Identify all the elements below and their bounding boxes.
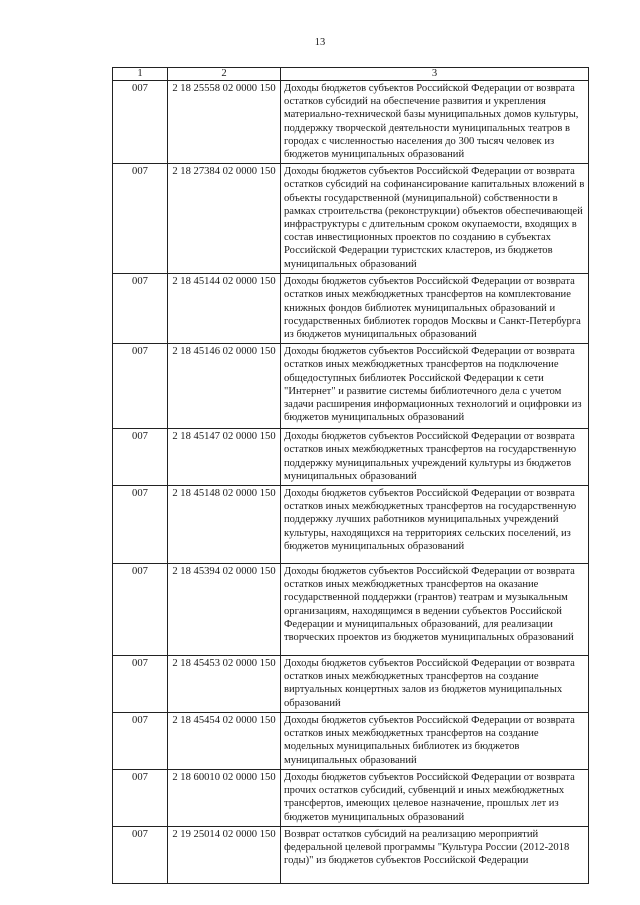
column-header: 2 — [168, 68, 281, 81]
budget-code-cell: 2 18 25558 02 0000 150 — [168, 81, 281, 164]
description-cell: Доходы бюджетов субъектов Российской Федерации от возврата прочих остатков субсидий, субвенций и иных межбюджетных трансфертов, имеющих целевое назначение, прошлых лет из бюджетов муниципальных образований — [281, 770, 589, 827]
description-cell: Доходы бюджетов субъектов Российской Федерации от возврата остатков субсидий на обеспечение развития и укрепления материально-технической базы муниципальных домов культуры, поддержку творческой деятельности муниципальных театров в городах с численностью населения до 300 тысяч человек из бюджетов муниципальных образований — [281, 81, 589, 164]
admin-code-cell: 007 — [113, 486, 168, 564]
table-header-row — [113, 68, 589, 81]
budget-code-cell: 2 18 45394 02 0000 150 — [168, 564, 281, 656]
description-cell: Доходы бюджетов субъектов Российской Федерации от возврата остатков субсидий на софинансирование капитальных вложений в объекты государственной (муниципальной) собственности в рамках строительства (реконструкции) объектов обеспечивающей инфраструктуры с длительным сроком окупаемости, входящих в состав инвестиционных проектов по созданию в субъектах Российской Федерации туристских кластеров, из бюджетов муниципальных образований — [281, 164, 589, 274]
table-row — [113, 274, 589, 344]
budget-code-cell: 2 18 45147 02 0000 150 — [168, 429, 281, 486]
description-cell: Возврат остатков субсидий на реализацию мероприятий федеральной целевой программы "Культура России (2012-2018 годы)" из бюджетов субъектов Российской Федерации — [281, 827, 589, 884]
admin-code-cell: 007 — [113, 274, 168, 344]
description-cell: Доходы бюджетов субъектов Российской Федерации от возврата остатков иных межбюджетных трансфертов на комплектование книжных фондов библиотек муниципальных образований и государственных библиотек городов Москвы и Санкт-Петербурга из бюджетов муниципальных образований — [281, 274, 589, 344]
table-row — [113, 486, 589, 564]
table-row — [113, 164, 589, 274]
admin-code-cell: 007 — [113, 770, 168, 827]
admin-code-cell: 007 — [113, 164, 168, 274]
description-cell: Доходы бюджетов субъектов Российской Федерации от возврата остатков иных межбюджетных трансфертов на создание виртуальных концертных залов из бюджетов муниципальных образований — [281, 656, 589, 713]
column-header: 3 — [281, 68, 589, 81]
description-cell: Доходы бюджетов субъектов Российской Федерации от возврата остатков иных межбюджетных трансфертов на создание модельных муниципальных библиотек из бюджетов муниципальных образований — [281, 713, 589, 770]
description-cell: Доходы бюджетов субъектов Российской Федерации от возврата остатков иных межбюджетных трансфертов на оказание государственной поддержки (грантов) театрам и музыкальным организациям, находящимся в ведении субъектов Российской Федерации и муниципальных образований, для реализации творческих проектов из бюджетов муниципальных образований — [281, 564, 589, 656]
budget-code-cell: 2 18 60010 02 0000 150 — [168, 770, 281, 827]
admin-code-cell: 007 — [113, 81, 168, 164]
table-row — [113, 827, 589, 884]
budget-code-cell: 2 18 27384 02 0000 150 — [168, 164, 281, 274]
table-row — [113, 564, 589, 656]
page-number: 13 — [314, 37, 326, 48]
description-cell: Доходы бюджетов субъектов Российской Федерации от возврата остатков иных межбюджетных трансфертов на государственную поддержку муниципальных учреждений культуры из бюджетов муниципальных образований — [281, 429, 589, 486]
budget-code-cell: 2 18 45453 02 0000 150 — [168, 656, 281, 713]
budget-code-cell: 2 18 45144 02 0000 150 — [168, 274, 281, 344]
admin-code-cell: 007 — [113, 344, 168, 429]
table-row — [113, 429, 589, 486]
codes-table — [112, 67, 589, 884]
table-row — [113, 770, 589, 827]
budget-code-cell: 2 18 45146 02 0000 150 — [168, 344, 281, 429]
admin-code-cell: 007 — [113, 429, 168, 486]
table-row — [113, 81, 589, 164]
admin-code-cell: 007 — [113, 713, 168, 770]
budget-code-cell: 2 18 45454 02 0000 150 — [168, 713, 281, 770]
admin-code-cell: 007 — [113, 656, 168, 713]
table-row — [113, 656, 589, 713]
description-cell: Доходы бюджетов субъектов Российской Федерации от возврата остатков иных межбюджетных трансфертов на подключение общедоступных библиотек Российской Федерации к сети "Интернет" и развитие системы библиотечного дела с учетом задачи расширения информационных технологий и оцифровки из бюджетов муниципальных образований — [281, 344, 589, 429]
column-header: 1 — [113, 68, 168, 81]
table-row — [113, 713, 589, 770]
table-row — [113, 344, 589, 429]
budget-code-cell: 2 18 45148 02 0000 150 — [168, 486, 281, 564]
admin-code-cell: 007 — [113, 564, 168, 656]
description-cell: Доходы бюджетов субъектов Российской Федерации от возврата остатков иных межбюджетных трансфертов на государственную поддержку лучших работников муниципальных учреждений культуры, находящихся на территориях сельских поселений, из бюджетов муниципальных образований — [281, 486, 589, 564]
budget-code-cell: 2 19 25014 02 0000 150 — [168, 827, 281, 884]
admin-code-cell: 007 — [113, 827, 168, 884]
